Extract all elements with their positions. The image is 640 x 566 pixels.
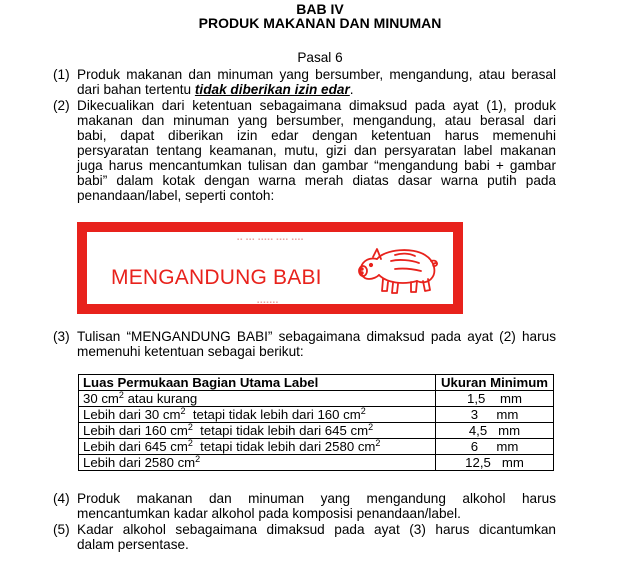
item-line: Produk makanan dan minuman yang mengandung alkohol harus [77, 491, 556, 506]
area-text: 30 cm [83, 391, 119, 406]
size-cell: 4,5 mm [436, 423, 554, 439]
item-line-text: dari bahan tertentu [77, 82, 195, 97]
table-header-size: Ukuran Minimum [436, 375, 554, 391]
area-superscript: 2 [187, 438, 193, 448]
area-cell [79, 439, 436, 455]
area-superscript: 2 [180, 406, 186, 416]
size-cell: 12,5 mm [436, 455, 554, 471]
item-line: babi, dapat diberikan izin edar dengan ketentuan harus memenuhi [77, 128, 556, 143]
label-size-table [78, 374, 554, 471]
area-superscript: 2 [187, 422, 193, 432]
label-inner-panel [87, 232, 453, 304]
item-line: makanan dan minuman yang bersumber, mengandung, atau berasal dari [77, 113, 556, 128]
table-row [79, 391, 554, 407]
area-cell [79, 455, 436, 471]
item-line: dalam persentase. [77, 537, 189, 552]
item-line: babi” dalam kotak dengan warna merah diatas dasar warna putih pada [77, 173, 556, 188]
area-text: Lebih dari 160 cm [83, 423, 188, 438]
item-line: penandaan/label, seperti contoh: [77, 188, 275, 203]
emphasis-text: tidak diberikan izin edar [194, 82, 350, 97]
chapter-heading: BAB IV [296, 1, 344, 17]
article-heading: Pasal 6 [297, 50, 343, 65]
item-line: juga harus mencantumkan tulisan dan gambar “mengandung babi + gambar [77, 158, 556, 173]
item-line: memenuhi ketentuan sebagai berikut: [77, 344, 304, 359]
table-row [79, 439, 554, 455]
table-row [79, 407, 554, 423]
area-text: Lebih dari 645 cm [83, 439, 188, 454]
table-row [79, 455, 554, 471]
table-row [79, 423, 554, 439]
area-text: atau kurang [123, 391, 198, 406]
area-cell [79, 423, 436, 439]
chapter-title: PRODUK MAKANAN DAN MINUMAN [198, 15, 442, 31]
item-number: (1) [53, 67, 70, 82]
area-text: tetapi tidak lebih dari 645 cm [192, 423, 369, 438]
item-number: (4) [53, 491, 70, 506]
item-line: Tulisan “MENGANDUNG BABI” sebagaimana dimaksud pada ayat (2) harus [77, 329, 556, 344]
faded-print-mark: ▪▪ ▪▪▪ ▪▪▪▪▪ ▪▪▪▪ ▪▪▪▪ [237, 237, 304, 243]
label-warning-text: MENGANDUNG BABI [111, 266, 322, 289]
item-number: (3) [53, 329, 70, 344]
item-line-tail: . [349, 82, 354, 97]
item-line: Kadar alkohol sebagaimana dimaksud pada ayat (3) harus dicantumkan [77, 522, 556, 537]
area-text: Lebih dari 2580 cm [83, 455, 196, 470]
area-superscript: 2 [195, 454, 201, 464]
area-superscript: 2 [360, 406, 366, 416]
area-superscript: 2 [375, 438, 381, 448]
area-text: Lebih dari 30 cm [83, 407, 181, 422]
item-line-last [77, 82, 556, 97]
item-line: mencantumkan kadar alkohol pada komposisi penandaan/label. [77, 506, 461, 521]
faded-print-mark: ▪▪▪▪▪▪▪ [257, 300, 279, 306]
size-cell: 3 mm [436, 407, 554, 423]
table-header-row [79, 375, 554, 391]
area-text: tetapi tidak lebih dari 2580 cm [192, 439, 376, 454]
area-text: tetapi tidak lebih dari 160 cm [185, 407, 361, 422]
area-cell [79, 407, 436, 423]
size-cell: 6 mm [436, 439, 554, 455]
item-number: (5) [53, 522, 70, 537]
item-number: (2) [53, 98, 70, 113]
area-cell [79, 391, 436, 407]
area-superscript: 2 [368, 422, 374, 432]
item-line: Dikecualikan dari ketentuan sebagaimana dimaksud pada ayat (1), produk [77, 98, 556, 113]
area-superscript: 2 [118, 390, 124, 400]
table-header-area: Luas Permukaan Bagian Utama Label [79, 375, 436, 391]
pork-warning-label [77, 222, 463, 314]
item-line: Produk makanan dan minuman yang bersumber, mengandung, atau berasal [77, 67, 556, 82]
size-cell: 1,5 mm [436, 391, 554, 407]
item-line: persyaratan tentang keamanan, mutu, gizi dan persyaratan label makanan [77, 143, 556, 158]
pig-icon [355, 241, 441, 297]
